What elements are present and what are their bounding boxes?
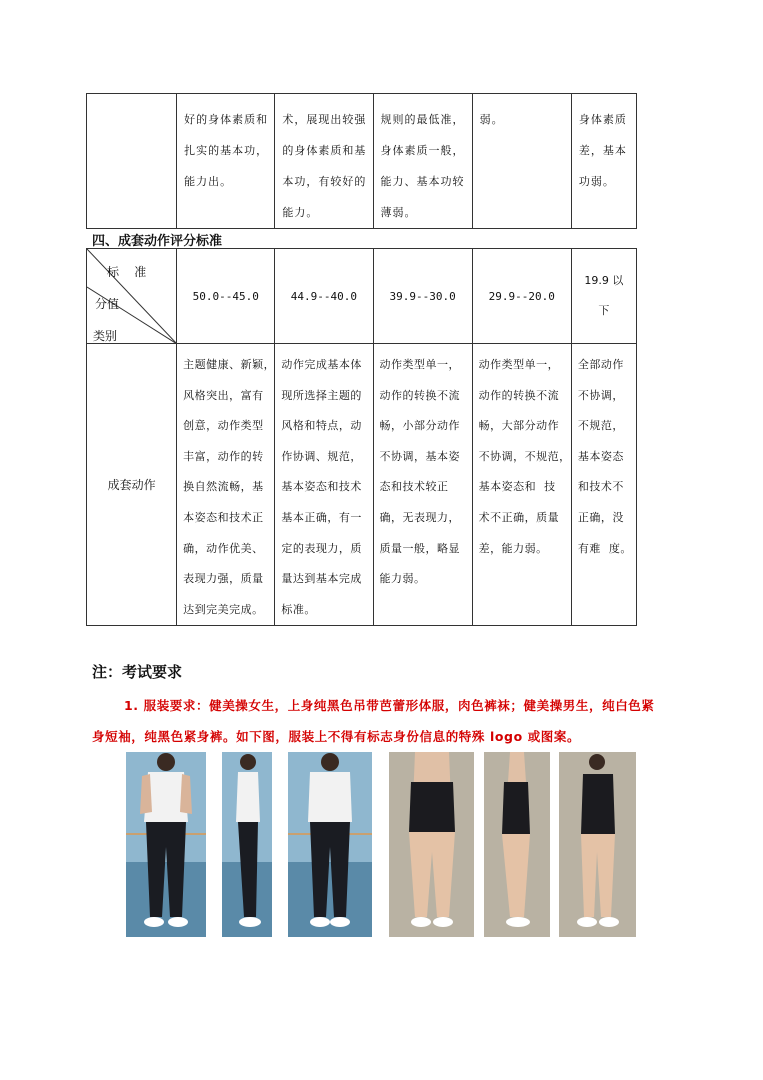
desc-cell-4 [472, 344, 571, 626]
note-title: 注：考试要求 [92, 663, 183, 681]
range-5: 19.9 以 下 [571, 249, 636, 344]
desc-5: 全部动作 不协调， 不规范， 基本姿态 和技术不 正确，没 有难 度。 [577, 358, 632, 555]
photo-male-back [288, 752, 372, 937]
desc-cell-2 [275, 344, 373, 626]
desc-cell-5 [571, 344, 636, 626]
header-score-label: 分值 [95, 297, 120, 311]
section-heading: 四、成套动作评分标准 [92, 234, 223, 249]
header-diagonal-cell [87, 249, 177, 344]
desc-1: 主题健康、新颖， 风格突出，富有 创意，动作类型 丰富，动作的转 换自然流畅，基 本姿态和技术正 确，动作优美、 表现力强，质量 达到完美完成。 [183, 358, 276, 616]
desc-2: 动作完成基本体 现所选择主题的 风格和特点，动 作协调、规范， 基本姿态和技术 基本正确，有一 定的表现力，质 量达到基本完成 标准。 [281, 358, 362, 616]
photo-male-front [126, 752, 206, 937]
range-2: 44.9--40.0 [275, 249, 373, 344]
requirement-line-2: 身短袖，纯黑色紧身裤。如下图，服装上不得有标志身份信息的特殊 logo 或图案。 [92, 729, 581, 744]
top-cell-3 [373, 94, 472, 229]
range-1: 50.0--45.0 [177, 249, 275, 344]
desc-cell-1 [177, 344, 275, 626]
header-category-label: 类别 [93, 329, 118, 343]
category-cell [87, 344, 177, 626]
desc-4: 动作类型单一， 动作的转换不流 畅，大部分动作 不协调，不规范， 基本姿态和 技 术不正确，质量 差，能力弱。 [478, 358, 571, 555]
top-cell-5-text: 身体素质 差，基本 功弱。 [578, 113, 627, 188]
photo-female-side [484, 752, 550, 937]
desc-3: 动作类型单一， 动作的转换不流 畅，小部分动作 不协调，基本姿 态和技术较正 确，无表现力， 质量一般，略显 能力弱。 [379, 358, 460, 586]
range-4: 29.9--20.0 [472, 249, 571, 344]
top-cell-2 [275, 94, 373, 229]
top-cell-4 [472, 94, 571, 229]
top-continuation-table [86, 93, 637, 229]
range-3: 39.9--30.0 [373, 249, 472, 344]
photo-female-back [389, 752, 474, 937]
category-label: 成套动作 [107, 478, 156, 493]
top-cell-1-text: 好的身体素质和 扎实的基本功， 能力出。 [184, 113, 269, 188]
top-cell-3-text: 规则的最低准， 身体素质一般， 能力、基本功较 薄弱。 [380, 113, 465, 219]
photo-female-front [559, 752, 636, 937]
desc-cell-3 [373, 344, 472, 626]
top-cell-empty [87, 94, 177, 229]
top-cell-1 [177, 94, 275, 229]
top-cell-5 [571, 94, 636, 229]
requirement-line-1: 1. 服装要求：健美操女生，上身纯黑色吊带芭蕾形体服，肉色裤袜；健美操男生，纯白色紧 [124, 698, 655, 713]
top-cell-2-text: 术，展现出较强 的身体素质和基 本功，有较好的 能力。 [282, 113, 367, 219]
photo-male-side [222, 752, 272, 937]
header-standard-label: 标 准 [107, 265, 147, 279]
top-cell-4-text: 弱。 [479, 113, 504, 126]
score-table [86, 248, 637, 626]
